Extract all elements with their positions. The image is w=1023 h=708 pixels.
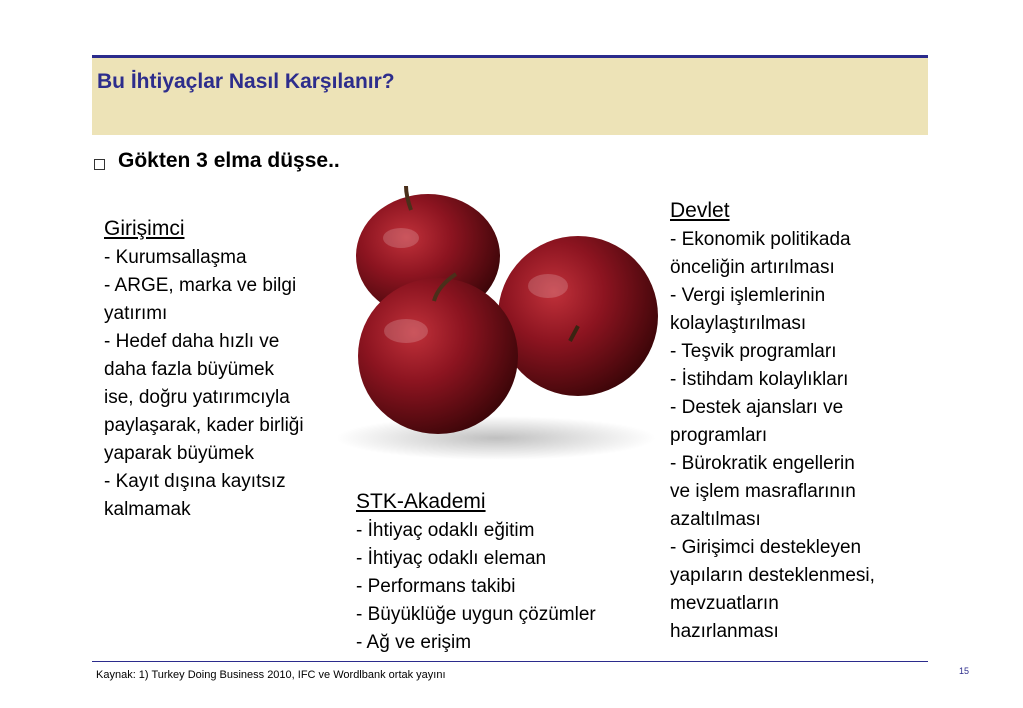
girisimci-line: - ARGE, marka ve bilgi: [104, 275, 297, 296]
devlet-block: [670, 196, 875, 646]
girisimci-line: - Hedef daha hızlı ve: [104, 331, 280, 352]
page-number: 15: [959, 666, 970, 676]
girisimci-line: yaparak büyümek: [104, 443, 254, 464]
devlet-line: - Vergi işlemlerinin: [670, 285, 826, 306]
girisimci-heading: Girişimci: [104, 217, 185, 240]
devlet-heading: Devlet: [670, 199, 730, 222]
girisimci-line: paylaşarak, kader birliği: [104, 415, 304, 436]
girisimci-line: kalmamak: [104, 499, 191, 520]
bullet-square-icon: [94, 159, 105, 170]
devlet-line: - Destek ajansları ve: [670, 397, 844, 418]
girisimci-line: ise, doğru yatırımcıyla: [104, 387, 290, 408]
stk-line: - Ağ ve erişim: [356, 632, 472, 653]
devlet-line: kolaylaştırılması: [670, 313, 807, 334]
stk-block: [356, 487, 596, 657]
girisimci-block: [104, 214, 304, 524]
stk-line: - Büyüklüğe uygun çözümler: [356, 604, 596, 625]
footer-rule: [92, 661, 928, 662]
devlet-line: - Girişimci destekleyen: [670, 537, 862, 558]
headline: Gökten 3 elma düşse..: [118, 149, 340, 172]
devlet-line: hazırlanması: [670, 621, 779, 642]
girisimci-line: yatırımı: [104, 303, 168, 324]
girisimci-line: daha fazla büyümek: [104, 359, 275, 380]
devlet-line: ve işlem masraflarının: [670, 481, 856, 502]
devlet-line: - İstihdam kolaylıkları: [670, 369, 849, 390]
stk-line: - Performans takibi: [356, 576, 516, 597]
devlet-line: önceliğin artırılması: [670, 257, 835, 278]
stk-line: - İhtiyaç odaklı eğitim: [356, 520, 535, 541]
stk-line: - İhtiyaç odaklı eleman: [356, 548, 547, 569]
devlet-line: programları: [670, 425, 768, 446]
apples-image: [306, 176, 682, 468]
devlet-line: - Bürokratik engellerin: [670, 453, 855, 474]
devlet-line: yapıların desteklenmesi,: [670, 565, 875, 586]
devlet-line: - Ekonomik politikada: [670, 229, 851, 250]
stk-heading: STK-Akademi: [356, 490, 486, 513]
slide-title: Bu İhtiyaçlar Nasıl Karşılanır?: [97, 70, 395, 93]
devlet-line: mevzuatların: [670, 593, 779, 614]
devlet-line: azaltılması: [670, 509, 761, 530]
girisimci-line: - Kurumsallaşma: [104, 247, 247, 268]
girisimci-line: - Kayıt dışına kayıtsız: [104, 471, 286, 492]
devlet-line: - Teşvik programları: [670, 341, 837, 362]
source-note: Kaynak: 1) Turkey Doing Business 2010, IFC ve Wordlbank ortak yayını: [96, 669, 446, 681]
